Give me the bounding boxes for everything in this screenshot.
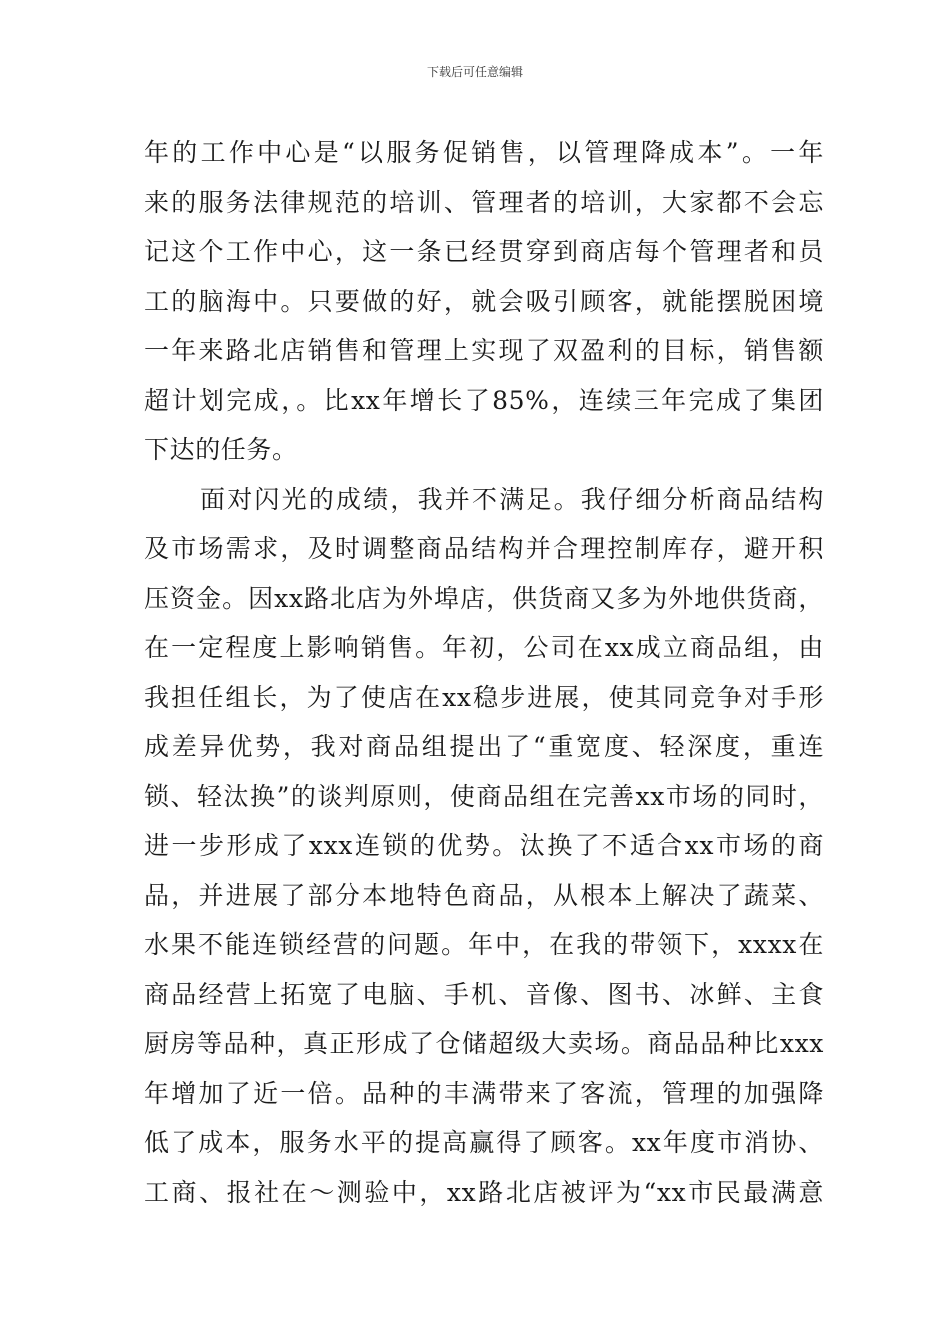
text-line: 超计划完成，。比xx年增长了85%，连续三年完成了集团 xyxy=(144,385,824,415)
text-line: 下达的任务。 xyxy=(144,435,298,464)
text-line: 年增加了近一倍。品种的丰满带来了客流，管理的加强降 xyxy=(144,1078,824,1108)
text-line: 低了成本，服务水平的提高赢得了顾客。xx年度市消协、 xyxy=(144,1128,824,1157)
text-line: 商品经营上拓宽了电脑、手机、音像、图书、冰鲜、主食 xyxy=(144,979,824,1009)
text-line: 工商、报社在～测验中，xx路北店被评为“xx市民最满意 xyxy=(144,1177,824,1207)
text-line: 厨房等品种，真正形成了仓储超级大卖场。商品品种比xxx xyxy=(144,1029,824,1058)
text-line: 锁、轻汰换”的谈判原则，使商品组在完善xx市场的同时， xyxy=(144,781,824,811)
text-line: 进一步形成了xxx连锁的优势。汰换了不适合xx市场的商 xyxy=(144,831,824,860)
text-line: 水果不能连锁经营的问题。年中，在我的带领下，xxxx在 xyxy=(144,930,824,959)
paragraph-1 xyxy=(144,128,824,475)
paragraph-2 xyxy=(144,475,824,1218)
text-line: 工的脑海中。只要做的好，就会吸引顾客，就能摆脱困境 xyxy=(144,286,824,316)
text-line: 压资金。因xx路北店为外埠店，供货商又多为外地供货商， xyxy=(144,583,824,613)
document-body xyxy=(144,128,824,1217)
text-line: 我担任组长，为了使店在xx稳步进展，使其同竞争对手形 xyxy=(144,682,824,712)
text-line: 来的服务法律规范的培训、管理者的培训，大家都不会忘 xyxy=(144,187,824,217)
text-line: 在一定程度上影响销售。年初，公司在xx成立商品组，由 xyxy=(144,633,824,662)
text-line: 一年来路北店销售和管理上实现了双盈利的目标，销售额 xyxy=(144,336,824,365)
page-header-note: 下载后可任意编辑 xyxy=(426,65,523,79)
text-line: 面对闪光的成绩，我并不满足。我仔细分析商品结构 xyxy=(200,484,824,514)
text-line: 品，并进展了部分本地特色商品，从根本上解决了蔬菜、 xyxy=(144,880,824,910)
text-line: 年的工作中心是“以服务促销售，以管理降成本”。一年 xyxy=(144,138,824,167)
text-line: 记这个工作中心，这一条已经贯穿到商店每个管理者和员 xyxy=(144,237,824,266)
text-line: 及市场需求，及时调整商品结构并合理控制库存，避开积 xyxy=(144,534,824,563)
text-line: 成差异优势，我对商品组提出了“重宽度、轻深度，重连 xyxy=(144,732,824,761)
